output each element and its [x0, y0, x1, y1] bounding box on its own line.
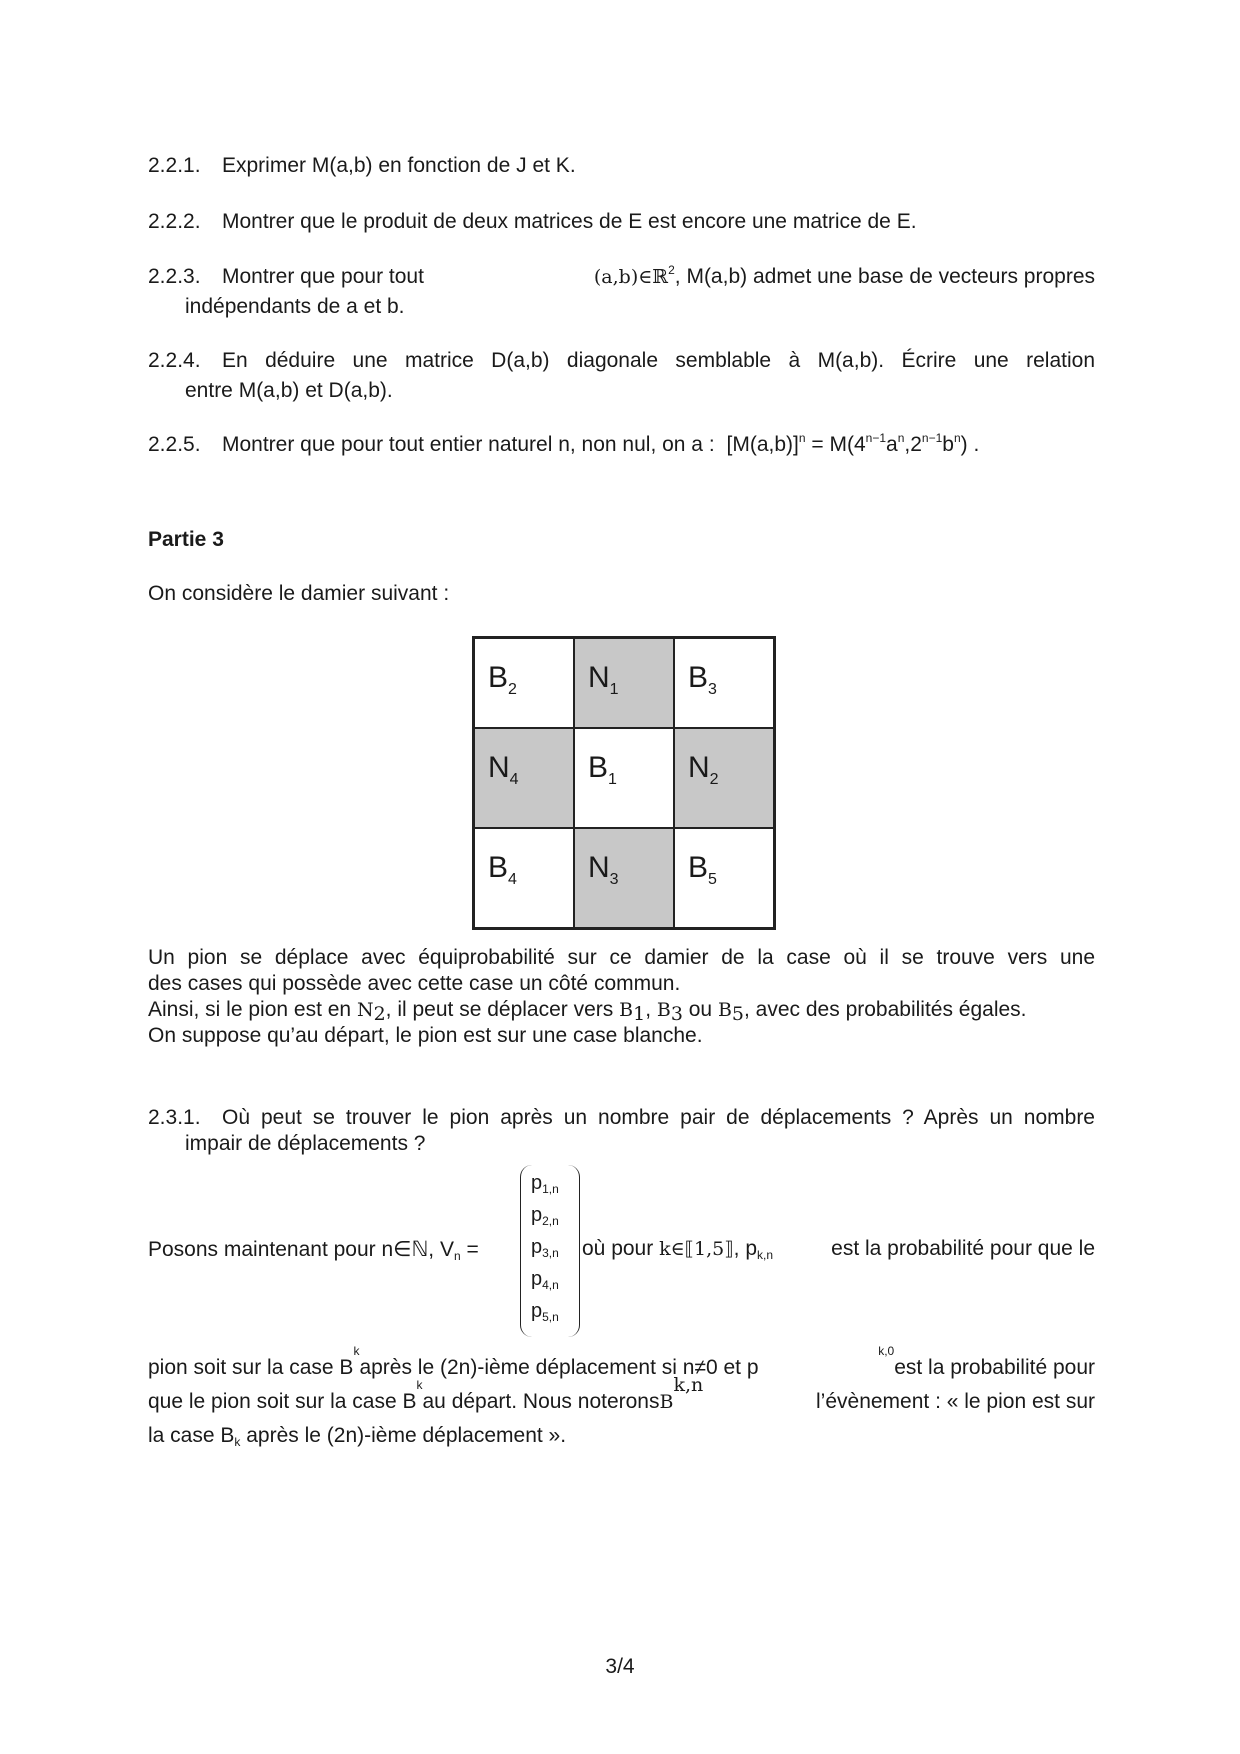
- cell-letter: B: [488, 851, 509, 884]
- cell-letter: N: [688, 751, 710, 784]
- board-cell: [674, 828, 774, 928]
- cell-letter: B: [488, 661, 509, 694]
- matrix-entry: [531, 1300, 559, 1324]
- question-text: En déduire une matrice D(a,b) diagonale semblable à M(a,b). Écrire une relation: [222, 349, 1095, 372]
- question-text: Montrer que pour tout: [222, 265, 424, 288]
- sub: k,n: [757, 1248, 774, 1262]
- page-number: 3/4: [605, 1655, 635, 1678]
- math-expression: [594, 262, 1095, 292]
- entry-index: 1,n: [542, 1182, 559, 1196]
- paragraph-line: [148, 997, 1095, 1023]
- cell-ref: B: [717, 999, 732, 1021]
- question-number: 2.2.1.: [148, 154, 201, 177]
- entry-symbol: p: [531, 1268, 543, 1290]
- paragraph-line: [148, 1344, 1095, 1385]
- question-2-2-3: [148, 262, 1095, 322]
- sub: n: [453, 1249, 461, 1263]
- sub: k,n: [673, 1374, 704, 1396]
- text: après le (2n)-ième déplacement si n≠0 et p: [359, 1356, 759, 1379]
- matrix-entry: [531, 1268, 559, 1292]
- text: ,: [645, 998, 657, 1021]
- paragraph-line: des cases qui possède avec cette case un côté commun.: [148, 972, 681, 995]
- formula-sup: n−1: [921, 431, 943, 445]
- question-number: 2.2.2.: [148, 210, 201, 233]
- cell-ref-sub: 3: [670, 1003, 683, 1025]
- cell-letter: N: [488, 751, 510, 784]
- question-line: [148, 346, 1095, 376]
- formula-sup: n: [897, 431, 905, 445]
- section-heading: Partie 3: [148, 528, 224, 551]
- entry-index: 2,n: [542, 1214, 559, 1228]
- formula-lhs: [M(a,b)]: [726, 433, 799, 456]
- formula-end: ) .: [960, 433, 980, 456]
- question-number: 2.2.4.: [148, 349, 201, 372]
- question-2-2-1: [148, 151, 1095, 181]
- formula-sup: n: [953, 431, 961, 445]
- board-cell: [474, 728, 574, 828]
- matrix-entry: [531, 1172, 559, 1196]
- cell-letter: B: [688, 661, 709, 694]
- cell-index: 1: [608, 771, 617, 788]
- entry-index: 4,n: [542, 1278, 559, 1292]
- formula-sup: n−1: [865, 431, 886, 445]
- board-cell: [574, 828, 674, 928]
- definition-line-rest: [582, 1237, 1095, 1261]
- math: k∈⟦1,5⟧: [659, 1238, 734, 1260]
- question-text: Exprimer M(a,b) en fonction de J et K.: [222, 154, 576, 177]
- formula: [727, 433, 980, 456]
- sub: k: [234, 1435, 241, 1449]
- cell-index: 4: [508, 871, 517, 888]
- cell-index: 3: [609, 871, 619, 888]
- text: l’évènement : « le pion est sur: [816, 1390, 1095, 1413]
- cell-ref: B: [656, 999, 671, 1021]
- entry-index: 5,n: [542, 1310, 559, 1324]
- entry-symbol: p: [531, 1172, 543, 1194]
- cell-index: 2: [709, 771, 719, 788]
- vector-matrix: [520, 1165, 580, 1337]
- sub: k: [353, 1344, 360, 1358]
- question-line-2: entre M(a,b) et D(a,b).: [185, 379, 393, 402]
- formula-eq: = M(4: [811, 433, 866, 456]
- cell-ref: N: [356, 999, 374, 1021]
- text: pion soit sur la case B: [148, 1356, 354, 1379]
- board-cell: [674, 728, 774, 828]
- text: est la probabilité pour: [894, 1356, 1095, 1379]
- description-paragraph: [148, 945, 1095, 1049]
- cell-ref-sub: 5: [731, 1003, 745, 1025]
- paragraph-line: On suppose qu’au départ, le pion est sur une case blanche.: [148, 1024, 703, 1047]
- question-text: Montrer que pour tout entier naturel n, non nul, on a :: [222, 433, 715, 456]
- text: est la probabilité pour que le: [831, 1237, 1095, 1260]
- paragraph-line: [148, 1374, 1095, 1419]
- end-paragraph: [148, 1344, 1095, 1453]
- cell-letter: B: [588, 751, 609, 784]
- question-text-rest: , M(a,b) admet une base de vecteurs propres: [674, 265, 1095, 288]
- text: que le pion soit sur la case B: [148, 1390, 417, 1413]
- question-line-2: indépendants de a et b.: [185, 295, 405, 318]
- cell-letter: B: [688, 851, 709, 884]
- question-2-3-1: [148, 1105, 1095, 1157]
- formula-a: a: [886, 433, 898, 456]
- text: =: [460, 1238, 479, 1261]
- sub: k: [416, 1378, 423, 1392]
- matrix-entry: [531, 1236, 559, 1260]
- text: ou: [682, 998, 718, 1021]
- cell-index: 2: [508, 681, 517, 698]
- matrix-entry: [531, 1204, 559, 1228]
- paragraph-line: Un pion se déplace avec équiprobabilité sur ce damier de la case où il se trouve vers une: [148, 946, 1095, 969]
- text: , il peut se déplacer vers: [385, 998, 620, 1021]
- math-exponent: 2: [668, 263, 675, 277]
- math: B: [659, 1391, 674, 1413]
- board-cell: [574, 638, 674, 728]
- formula-mid: ,2: [904, 433, 922, 456]
- cell-letter: N: [588, 851, 610, 884]
- text: , avec des probabilités égales.: [744, 998, 1027, 1021]
- board-cell: [474, 638, 574, 728]
- question-2-2-4: [148, 346, 1095, 406]
- cell-index: 5: [708, 871, 717, 888]
- cell-index: 1: [609, 681, 619, 698]
- checkerboard: [472, 636, 776, 930]
- text: , p: [733, 1237, 758, 1260]
- question-number: 2.2.5.: [148, 433, 201, 456]
- right-paren: [567, 1165, 580, 1337]
- question-text: Montrer que le produit de deux matrices de E est encore une matrice de E.: [222, 210, 917, 233]
- text: où pour: [582, 1237, 660, 1260]
- math-set: (a,b)∈ℝ: [593, 266, 669, 288]
- cell-ref-sub: 1: [633, 1003, 646, 1025]
- question-line-2: impair de déplacements ?: [185, 1132, 426, 1155]
- cell-index: 4: [509, 771, 519, 788]
- entry-symbol: p: [531, 1236, 543, 1258]
- sub: k,0: [878, 1344, 895, 1358]
- question-number: 2.2.3.: [148, 265, 201, 288]
- text: Posons maintenant pour n∈ℕ, V: [148, 1238, 454, 1261]
- entry-symbol: p: [531, 1300, 543, 1322]
- text-group: [582, 1237, 773, 1261]
- text: après le (2n)-ième déplacement ».: [240, 1424, 567, 1447]
- question-2-2-2: [148, 207, 1095, 237]
- entry-symbol: p: [531, 1204, 543, 1226]
- entry-index: 3,n: [542, 1246, 559, 1260]
- board-cell: [574, 728, 674, 828]
- formula-sup: n: [798, 431, 806, 445]
- cell-ref-sub: 2: [373, 1003, 386, 1025]
- question-2-2-5: [148, 430, 1095, 460]
- question-text: Où peut se trouver le pion après un nombre pair de déplacements ? Après un nombre: [222, 1106, 1095, 1129]
- cell-ref: B: [619, 999, 634, 1021]
- text: Ainsi, si le pion est en: [148, 998, 357, 1021]
- question-line: [148, 262, 1095, 292]
- cell-letter: N: [588, 661, 610, 694]
- text: la case B: [148, 1424, 235, 1447]
- formula-b: b: [942, 433, 954, 456]
- board-cell: [674, 638, 774, 728]
- question-line: [148, 1105, 1095, 1131]
- board-cell: [474, 828, 574, 928]
- question-number: 2.3.1.: [148, 1106, 201, 1129]
- paragraph-line: [148, 1419, 1095, 1453]
- cell-index: 3: [708, 681, 717, 698]
- text: au départ. Nous noterons: [422, 1390, 660, 1413]
- intro-text: On considère le damier suivant :: [148, 582, 450, 605]
